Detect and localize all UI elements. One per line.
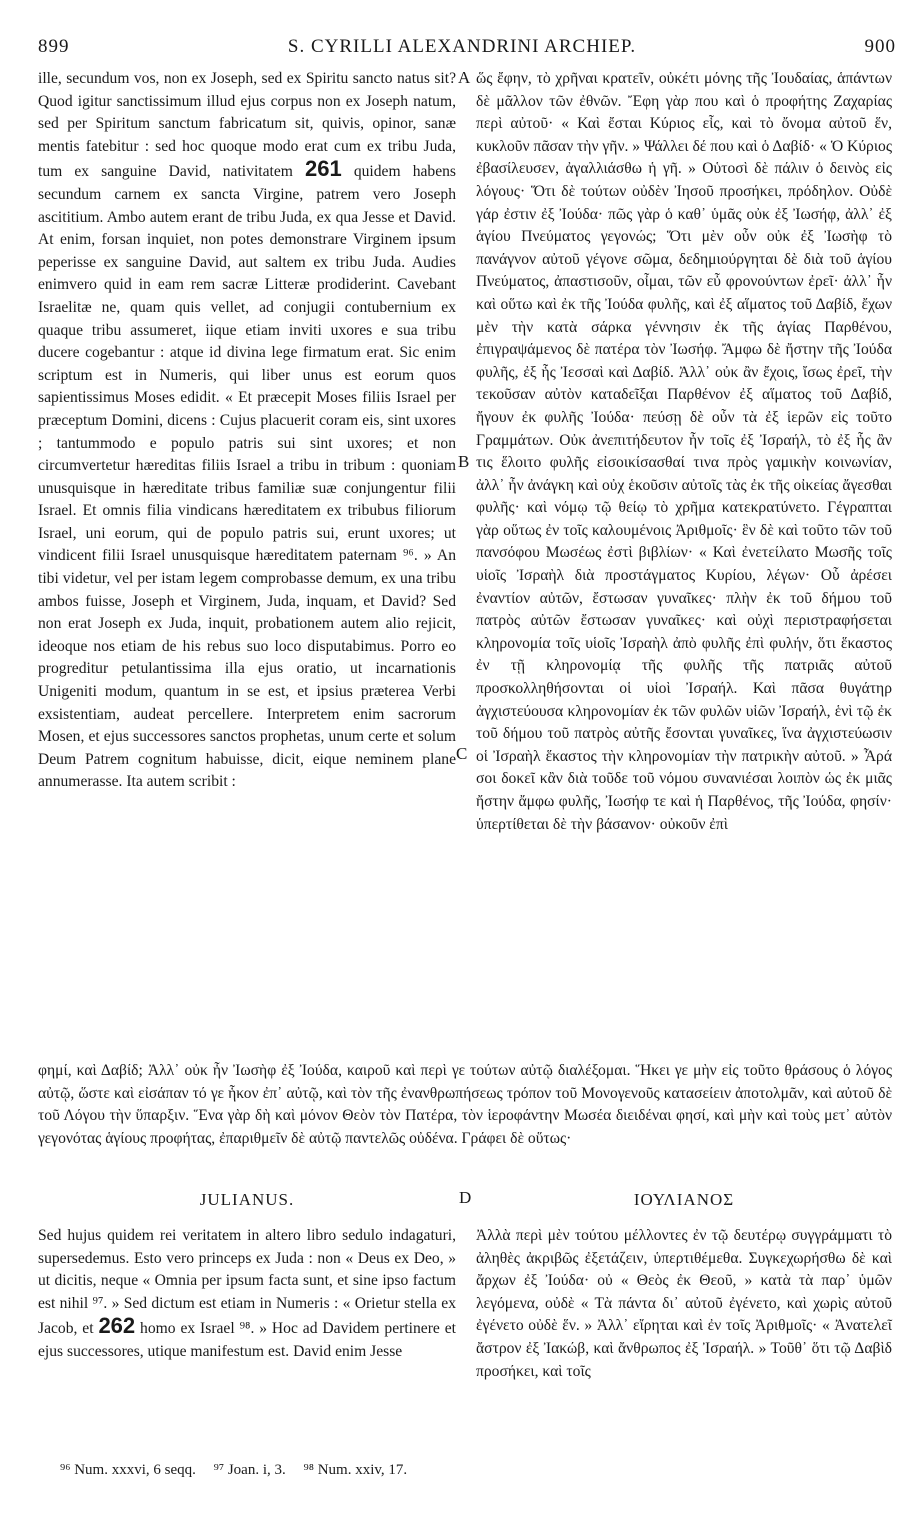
- margin-marker-d: D: [459, 1188, 472, 1207]
- latin-paragraph-bottom: [38, 1225, 456, 1364]
- latin-text-d: homo ex Israel ⁹⁸. » Hoc ad Davidem pertinere et ejus successores, utique manifestum est. David enim Jesse: [38, 1320, 456, 1360]
- latin-column-top: [38, 68, 456, 794]
- footnotes: [60, 1462, 407, 1479]
- footnote-96: ⁹⁶ Num. xxxvi, 6 seqq.: [60, 1462, 196, 1478]
- margin-marker-a: A: [458, 68, 471, 87]
- margin-marker-b: B: [458, 452, 470, 471]
- latin-column-bottom: [38, 1225, 456, 1364]
- greek-column-bottom: [476, 1225, 892, 1383]
- section-title-latin: JULIANUS.: [199, 1190, 295, 1209]
- footnote-97: ⁹⁷ Joan. i, 3.: [213, 1462, 286, 1478]
- latin-text-c: Sed hujus quidem rei veritatem in altero libro sedulo indagaturi, supersedemus. Esto vero princeps ex Juda : non « Deus ex Deo, » ut dicitis, neque « Omnia per ipsum facta sunt, et sine ipso factum est nihil ⁹⁷. » Sed dictum est etiam in Numeris : « Orietur stella ex Jacob, et: [38, 1227, 456, 1338]
- greek-paragraph-full: φημί, καὶ Δαβίδ; Ἀλλ᾽ οὐκ ἦν Ἰωσὴφ ἐξ Ἰούδα, καιροῦ καὶ περὶ γε τούτων αὐτῷ διαλέξομαι. Ἥκει γε μὴν εἰς τοῦτο θράσους ὁ λόγος αὐτῷ, ὥστε καὶ εἰσάπαν τό γε ἧκον ἐπ᾽ αὐτῷ, καὶ τὸν τῆς ἐνανθρωπήσεως τρόπον τοῦ Μονογενοῦς κατασείειν ἀποτολμᾶν, καὶ αὐτοῦ δὲ τοῦ Λόγου τὴν ὕπαρξιν. Ἕνα γὰρ δὴ καὶ μόνον Θεὸν τὸν Πατέρα, τὸν ἱεροφάντην Μωσέα διειδέναι φησί, καὶ μὴν καὶ τοὺς μετ᾽ αὐτὸν γεγονότας ἁγίους προφήτας, ἐπαριθμεῖν δὲ αὐτῷ παντελῶς οὐδένα. Γράφει δὲ οὕτως·: [38, 1062, 892, 1147]
- latin-text-a: ille, secundum vos, non ex Joseph, sed ex Spiritu sancto natus sit? Quod igitur sanctissimum illud ejus corpus non ex Joseph natum, sed per Spiritum sanctum fabricatum sit, quivis, opinor, sanæ mentis fatebitur : sed hoc quoque modo erat cum ex tribu Juda, tum ex sanguine David, nativitatem: [38, 70, 456, 181]
- column-number-261: 261: [305, 156, 342, 182]
- section-title-greek: ΙΟΥΛΙΑΝΟΣ: [633, 1190, 735, 1209]
- margin-marker-c: C: [456, 744, 468, 763]
- footnote-98: ⁹⁸ Num. xxiv, 17.: [303, 1462, 408, 1478]
- latin-paragraph: [38, 68, 456, 794]
- greek-full-width-text: [38, 1060, 892, 1150]
- latin-text-b: quidem habens secundum carnem ex sancta Virgine, patrem vero Joseph ascititium. Ambo autem erant de tribu Juda, ex qua Jesse et David. At enim, forsan inquiet, non potes demonstrare Virginem ipsum peperisse ex sanguine David, aut saltem ex tribu Juda. Audies enimvero quid in eam rem sacræ Litteræ prodiderint. Cavebant Israelitæ ne, quam quis vellet, ad conjugii contubernium ex quaque tribu assumeret, iique etiam inviti uxores e sua tribu ducere cogebantur : atque id divina lege firmatum erat. Sic enim scriptum est in Numeris, qui liber unus est eorum quos sapientissimus Moses edidit. « Et præcepit Moses filiis Israel per præceptum Domini, dicens : Cujus placuerit coram eis, sint uxores ; tantummodo e populo patris sui sint uxores; et non circumvertetur hæreditas filiis Israel a tribu in tribum : quoniam unusquisque in hæreditate tribus familiæ suæ conjungentur filii Israel. Et omnis filia vindicans hæreditatem ex tribubus filiorum Israel, uni eorum, qui de populo patris sui, erunt uxores; ut vindicent filii Israel unusquisque hæreditatem paternam ⁹⁶. » An tibi videtur, vel per istam legem comprobasse demum, ex una tribu ambos fuisse, Joseph et Virginem, Juda, inquam, et David? Sed non erat Joseph ex Juda, inquit, probationem autem alio rejicit, ideoque nos etiam de his rebus suo loco disputabimus. Porro eo progreditur petulantissima illa ejus oratio, ut incarnationis Unigeniti modum, quantum in se est, et ipsius præterea Verbi exsistentiam, audeat percellere. Interpretem enim sacrorum Mosen, et ejus successores sanctos prophetas, unum certe et solum Deum Patrem cognitum habuisse, dicit, eique neminem plane annumerasse. Ita autem scribit :: [38, 163, 456, 791]
- greek-paragraph: ὥς ἔφην, τὸ χρῆναι κρατεῖν, οὐκέτι μόνης τῆς Ἰουδαίας, ἁπάντων δὲ μᾶλλον τῶν ἐθνῶν. Ἔφη γὰρ που καὶ ὁ προφήτης Ζαχαρίας περὶ αὐτοῦ· « Καὶ ἔσται Κύριος εἷς, καὶ τὸ ὄνομα αὐτοῦ ἕν, κυκλοῦν πᾶσαν τὴν γῆν. » Ψάλλει δέ που καὶ ὁ Δαβίδ· « Ὁ Κύριος ἐβασίλευσεν, ἀγαλλιάσθω ἡ γῆ. » Οὑτοσὶ δὲ πάλιν ὁ δεινὸς εἰς λόγους· Ὅτι δὲ τούτων οὐδὲν Ἰησοῦ προσήκει, πρόδηλον. Οὐδὲ γάρ ἐστιν ἐξ Ἰούδα· πῶς γὰρ ὁ καθ᾽ ὑμᾶς οὐκ ἐξ Ἰωσήφ, ἀλλ᾽ ἐξ ἁγίου Πνεύματος γεγονώς; Ὅτι μὲν οὖν οὐκ ἐξ Ἰωσὴφ τὸ πανάγνον αὐτοῦ γέγονε σῶμα, δεδημιούργηται δὲ διὰ τοῦ ἁγίου Πνεύματος, ἀπαστισοῦν, οἶμαι, τῶν εὖ φρονούντων ἐρεῖ· ἀλλ᾽ ἦν καὶ οὕτω καὶ ἐκ τῆς Ἰούδα φυλῆς, καὶ ἐξ αἵματος τοῦ Δαβίδ, ἔχων μὲν τὴν κατὰ σάρκα γέννησιν ἐκ τῆς ἁγίας Παρθένου, ἐπιγραψάμενος δὲ πατέρα τὸν Ἰωσήφ. Ἄμφω δὲ ἤστην τῆς Ἰούδα φυλῆς, ἐξ ἧς Ἰεσσαὶ καὶ Δαβίδ. Ἀλλ᾽ οὐκ ἂν ἔχοις, ἴσως ἐρεῖ, τὴν τεκοῦσαν αὐτὸν καταδεῖξαι Παρθένον ἐξ αἵματος τοῦ Δαβίδ, ἤγουν ἐκ φυλῆς Ἰούδα· πεύσῃ δὲ οὖν τὰ ἐξ ἱερῶν εἰς τοῦτο Γραμμάτων. Οὐκ ἀνεπιτήδευτον ἦν τοῖς ἐξ Ἰσραήλ, τὸ ἐξ ἧς ἂν τις ἕλοιτο φυλῆς εἰσοικίσασθαί τινα πρὸς γαμικὴν κοινωνίαν, ἀλλ᾽ ἦν ἀνάγκη καὶ οὐχ ἑκοῦσιν αὐτοῖς τὰς ἐκ τῆς οἰκείας ἄγεσθαι φυλῆς· καὶ νόμῳ τῷ θείῳ τὸ χρῆμα κατεκρατύνετο. Γέγραπται γὰρ οὕτως ἐν τοῖς καλουμένοις Ἀριθμοῖς· ἓν δὲ καὶ τοῦτο τῶν τοῦ πανσόφου Μωσέως ἐστὶ βιβλίων· « Καὶ ἐνετείλατο Μωσῆς τοῖς υἱοῖς Ἰσραὴλ διὰ προστάγματος Κυρίου, λέγων· Οὗ ἀρέσει ἐναντίον αὐτῶν, ἔστωσαν γυναῖκες· πλὴν ἐκ τοῦ δήμου τοῦ πατρὸς αὐτῶν ἔστωσαν γυναῖκες· καὶ οὐχὶ περιστραφήσεται κληρονομία τοῖς υἱοῖς Ἰσραὴλ ἀπὸ φυλῆς ἐπὶ φυλήν, ὅτι ἕκαστος ἐν τῇ κληρονομίᾳ τῆς φυλῆς τῆς πατριᾶς αὐτοῦ προσκολληθήσονται οἱ υἱοὶ Ἰσραήλ. Καὶ πᾶσα θυγάτηρ ἀγχιστεύουσα κληρονομίαν ἐκ τῶν φυλῶν υἱῶν Ἰσραήλ, ἑνὶ τῷ ἐκ τοῦ δήμου τοῦ πατρὸς αὐτῆς ἔσονται γυναῖκες, ἵνα ἀγχιστεύωσιν οἱ Ἰσραὴλ ἕκαστος τὴν κληρονομίαν τὴν πατρικὴν αὐτοῦ. » Ἆρά σοι δοκεῖ κἂν διὰ τοῦδε τοῦ νόμου συνανιέσαι λοιπὸν ὡς ἐκ μιᾶς ἤστην ἄμφω φυλῆς, Ἰωσήφ τε καὶ ἡ Παρθένος, τῆς Ἰούδα, φησίν· ὑπερτίθεται δὲ τὴν βάσανον· οὐκοῦν ἐπὶ: [476, 70, 892, 833]
- running-title: S. CYRILLI ALEXANDRINI ARCHIEP.: [287, 36, 637, 57]
- column-number-262: 262: [98, 1313, 136, 1339]
- greek-column-top: [476, 68, 892, 836]
- page-number-right: 900: [864, 36, 896, 57]
- greek-paragraph-bottom: Ἀλλὰ περὶ μὲν τούτου μέλλοντες ἐν τῷ δευτέρῳ συγγράμματι τὸ ἀληθὲς ἀκριβῶς ἐξετάζειν, ὑπερτιθέμεθα. Συγκεχωρήσθω δὲ καὶ ἄρχων ἐξ Ἰούδα· οὐ « Θεὸς ἐκ Θεοῦ, » κατὰ τὰ παρ᾽ ὑμῶν λεγόμενα, οὐδὲ « Τὰ πάντα δι᾽ αὐτοῦ ἐγένετο, καὶ χωρὶς αὐτοῦ ἐγένετο οὐδὲ ἕν. » Ἀλλ᾽ εἴρηται καὶ ἐν τοῖς Ἀριθμοῖς· « Ἀνατελεῖ ἄστρον ἐξ Ἰακώβ, καὶ ἄνθρωπος ἐξ Ἰσραήλ. » Τοῦθ᾽ ὅτι τῷ Δαβὶδ προσήκει, καὶ τοῖς: [476, 1227, 892, 1380]
- page-number-left: 899: [38, 36, 70, 57]
